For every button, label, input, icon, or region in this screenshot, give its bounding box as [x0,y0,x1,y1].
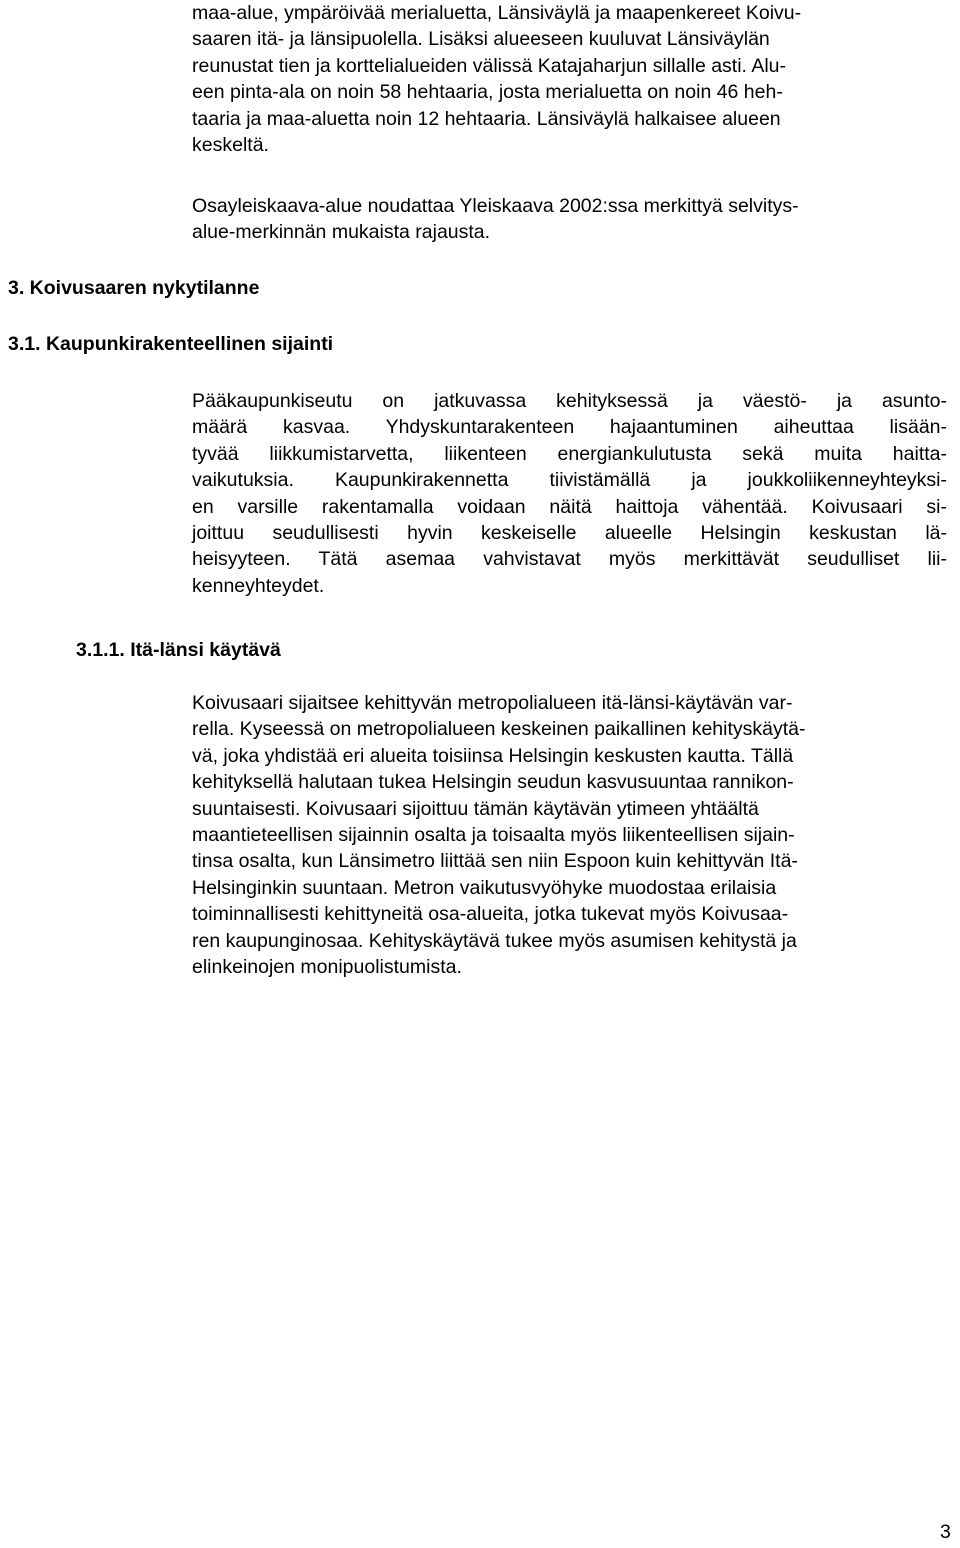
text-line: joittuu seudullisesti hyvin keskeiselle alueelle Helsingin keskustan lä- [192,522,947,545]
text-line: rella. Kyseessä on metropolialueen keskeinen paikallinen kehityskäytä- [192,718,806,741]
kaupunkirakenteellinen-paragraph [192,388,947,599]
text-line: alue-merkinnän mukaista rajausta. [192,221,491,244]
text-line: saaren itä- ja länsipuolella. Lisäksi alueeseen kuuluvat Länsiväylän [192,28,770,51]
text-line: toiminnallisesti kehittyneitä osa-alueita, jotka tukevat myös Koivusaa- [192,903,789,926]
ita-lansi-paragraph [192,690,947,980]
text-line: heisyyteen. Tätä asemaa vahvistavat myös merkittävät seudulliset lii- [192,548,947,571]
text-line: tinsa osalta, kun Länsimetro liittää sen niin Espoon kuin kehittyvän Itä- [192,850,798,873]
text-line: Pääkaupunkiseutu on jatkuvassa kehityksessä ja väestö- ja asunto- [192,390,947,412]
text-line: reunustat tien ja korttelialueiden välissä Katajaharjun sillalle asti. Alu- [192,54,786,77]
text-line: vaikutuksia. Kaupunkirakennetta tiivistämällä ja joukkoliikenneyhteyksi- [192,469,947,492]
osayleiskaava-paragraph [192,193,947,246]
text-line: en varsille rakentamalla voidaan näitä haittoja vähentää. Koivusaari si- [192,495,947,518]
text-line: vä, joka yhdistää eri alueita toisiinsa Helsingin keskusten kautta. Tällä [192,744,794,767]
text-line: Helsinginkin suuntaan. Metron vaikutusvyöhyke muodostaa erilaisia [192,876,777,899]
text-line: Koivusaari sijaitsee kehittyvän metropolialueen itä-länsi-käytävän var- [192,692,793,714]
text-line: Osayleiskaava-alue noudattaa Yleiskaava 2002:ssa merkittyä selvitys- [192,195,799,217]
text-line: kenneyhteydet. [192,574,325,597]
page-number: 3 [940,1521,951,1543]
text-line: maa-alue, ympäröivää merialuetta, Länsiväylä ja maapenkereet Koivu- [192,2,802,24]
text-line: suuntaisesti. Koivusaari sijoittuu tämän käytävän ytimeen yhtäältä [192,797,759,820]
text-line: keskeltä. [192,134,269,157]
text-line: ren kaupunginosaa. Kehityskäytävä tukee myös asumisen kehitystä ja [192,929,797,952]
text-line: määrä kasvaa. Yhdyskuntarakenteen hajaantuminen aiheuttaa lisään- [192,416,947,439]
section-3-1-heading: 3.1. Kaupunkirakenteellinen sijainti [8,333,334,355]
text-line: elinkeinojen monipuolistumista. [192,956,462,979]
text-line: taaria ja maa-aluetta noin 12 hehtaaria. Länsiväylä halkaisee alueen [192,107,781,130]
section-3-heading: 3. Koivusaaren nykytilanne [8,277,260,299]
intro-paragraph [192,0,947,158]
section-3-1-1-heading: 3.1.1. Itä-länsi käytävä [76,639,281,661]
text-line: tyvää liikkumistarvetta, liikenteen energiankulutusta sekä muita haitta- [192,442,947,465]
text-line: maantieteellisen sijainnin osalta ja toisaalta myös liikenteellisen sijain- [192,824,795,847]
text-line: een pinta-ala on noin 58 hehtaaria, josta merialuetta on noin 46 heh- [192,81,783,104]
text-line: kehityksellä halutaan tukea Helsingin seudun kasvusuuntaa rannikon- [192,771,794,794]
